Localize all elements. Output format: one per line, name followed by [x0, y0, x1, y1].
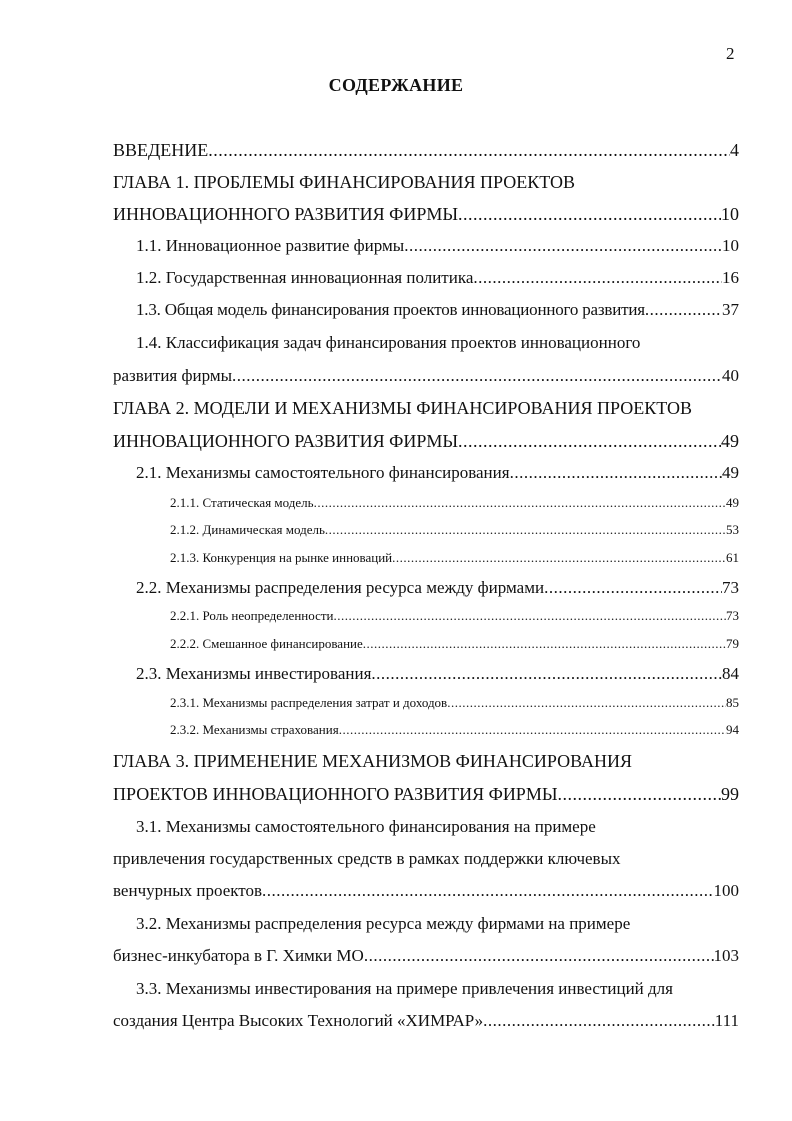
toc-entry-text: 2.2.2. Смешанное финансирование	[170, 636, 363, 651]
toc-entry-text: ГЛАВА 2. МОДЕЛИ И МЕХАНИЗМЫ ФИНАНСИРОВАНИЯ ПРОЕКТОВ	[113, 398, 693, 418]
toc-page-number: 49	[726, 495, 739, 510]
toc-section-3-2[interactable]	[113, 946, 739, 966]
toc-section-2-3[interactable]	[136, 664, 739, 684]
toc-entry-text: венчурных проектов	[113, 881, 263, 900]
toc-entry-text: 2.1.3. Конкуренция на рынке инноваций	[170, 550, 393, 565]
toc-chapter-3-line1[interactable]	[113, 751, 632, 772]
toc-leader-dots	[208, 140, 730, 161]
toc-subsection-2-3-2[interactable]	[170, 722, 739, 738]
toc-entry-intro[interactable]	[113, 140, 739, 161]
toc-entry-text: 2.2. Механизмы распределения ресурса между фирмами	[136, 578, 545, 597]
toc-entry-text: 3.3. Механизмы инвестирования на примере привлечения инвестиций для	[136, 979, 673, 998]
toc-entry-text: ПРОЕКТОВ ИННОВАЦИОННОГО РАЗВИТИЯ ФИРМЫ	[113, 784, 558, 804]
toc-page-number: 4	[730, 140, 739, 160]
toc-entry-text: 1.4. Классификация задач финансирования проектов инновационного	[136, 333, 641, 352]
toc-page-number: 10	[721, 204, 739, 224]
toc-page-number: 16	[722, 268, 739, 287]
toc-page-number: 84	[722, 664, 739, 683]
toc-page-number: 79	[726, 636, 739, 651]
toc-page-number: 94	[726, 722, 739, 737]
toc-chapter-1[interactable]	[113, 204, 739, 225]
toc-page-number: 85	[726, 695, 739, 710]
toc-chapter-3[interactable]	[113, 784, 739, 805]
toc-entry-text: 3.1. Механизмы самостоятельного финансирования на примере	[136, 817, 596, 836]
toc-section-3-3-line1[interactable]	[136, 979, 673, 999]
toc-entry-text: создания Центра Высоких Технологий «ХИМРАР»	[113, 1011, 484, 1030]
toc-leader-dots	[544, 578, 722, 598]
toc-entry-text: 2.1.2. Динамическая модель	[170, 522, 325, 537]
toc-leader-dots	[339, 722, 726, 738]
toc-entry-text: бизнес-инкубатора в Г. Химки МО	[113, 946, 364, 965]
toc-leader-dots	[232, 366, 722, 386]
toc-entry-text: 2.3.1. Механизмы распределения затрат и доходов	[170, 695, 448, 710]
toc-section-2-1[interactable]	[136, 463, 739, 483]
toc-page-number: 103	[713, 946, 739, 965]
toc-page-number: 53	[726, 522, 739, 537]
toc-leader-dots	[314, 495, 726, 511]
toc-subsection-2-1-3[interactable]	[170, 550, 739, 566]
toc-leader-dots	[404, 236, 722, 256]
toc-section-1-4[interactable]	[113, 366, 739, 386]
toc-section-1-3[interactable]	[136, 300, 739, 320]
toc-entry-text: ГЛАВА 1. ПРОБЛЕМЫ ФИНАНСИРОВАНИЯ ПРОЕКТОВ	[113, 172, 575, 192]
toc-page-number: 40	[722, 366, 739, 385]
toc-leader-dots	[510, 463, 722, 483]
toc-entry-text: ИННОВАЦИОННОГО РАЗВИТИЯ ФИРМЫ	[113, 431, 459, 451]
toc-entry-text: 3.2. Механизмы распределения ресурса между фирмами на примере	[136, 914, 631, 933]
toc-leader-dots	[262, 881, 713, 901]
toc-page-number: 73	[722, 578, 739, 597]
toc-entry-text: ИННОВАЦИОННОГО РАЗВИТИЯ ФИРМЫ	[113, 204, 459, 224]
toc-entry-text: 2.1. Механизмы самостоятельного финансирования	[136, 463, 510, 482]
toc-leader-dots	[458, 204, 721, 225]
toc-entry-text: 2.3. Механизмы инвестирования	[136, 664, 372, 683]
toc-chapter-2-line1[interactable]	[113, 398, 692, 419]
toc-page-number: 99	[721, 784, 739, 804]
toc-page-number: 37	[722, 300, 739, 319]
toc-section-1-2[interactable]	[136, 268, 739, 288]
toc-subsection-2-3-1[interactable]	[170, 695, 739, 711]
toc-subsection-2-2-2[interactable]	[170, 636, 739, 652]
toc-section-1-1[interactable]	[136, 236, 739, 256]
toc-subsection-2-1-1[interactable]	[170, 495, 739, 511]
toc-leader-dots	[473, 268, 722, 288]
toc-section-3-3[interactable]	[113, 1011, 739, 1031]
toc-page-number: 100	[713, 881, 739, 900]
toc-leader-dots	[447, 695, 726, 711]
toc-chapter-1-line1[interactable]	[113, 172, 575, 193]
toc-subsection-2-2-1[interactable]	[170, 608, 739, 624]
page-title: СОДЕРЖАНИЕ	[328, 75, 464, 95]
toc-entry-text: ГЛАВА 3. ПРИМЕНЕНИЕ МЕХАНИЗМОВ ФИНАНСИРОВАНИЯ	[113, 751, 632, 771]
toc-leader-dots	[363, 636, 726, 652]
toc-leader-dots	[483, 1011, 715, 1031]
toc-entry-text: ВВЕДЕНИЕ	[113, 140, 209, 160]
toc-leader-dots	[364, 946, 714, 966]
toc-leader-dots	[645, 300, 722, 320]
toc-leader-dots	[371, 664, 722, 684]
page-number: 2	[726, 44, 735, 63]
toc-leader-dots	[392, 550, 726, 566]
toc-leader-dots	[558, 784, 721, 805]
toc-entry-text: развития фирмы	[113, 366, 233, 385]
toc-entry-text: 1.3. Общая модель финансирования проектов инновационного развития	[136, 300, 645, 319]
toc-entry-text: 2.3.2. Механизмы страхования	[170, 722, 339, 737]
toc-page-number: 111	[714, 1011, 739, 1030]
toc-page-number: 49	[722, 463, 739, 482]
toc-entry-text: 2.1.1. Статическая модель	[170, 495, 314, 510]
toc-section-1-4-line1[interactable]	[136, 333, 640, 353]
toc-section-3-1-line2[interactable]	[113, 849, 621, 869]
toc-subsection-2-1-2[interactable]	[170, 522, 739, 538]
toc-section-3-1[interactable]	[113, 881, 739, 901]
toc-section-3-1-line1[interactable]	[136, 817, 596, 837]
toc-chapter-2[interactable]	[113, 431, 739, 452]
toc-entry-text: привлечения государственных средств в рамках поддержки ключевых	[113, 849, 621, 868]
toc-section-3-2-line1[interactable]	[136, 914, 630, 934]
toc-entry-text: 2.2.1. Роль неопределенности	[170, 608, 334, 623]
toc-entry-text: 1.1. Инновационное развитие фирмы	[136, 236, 405, 255]
toc-section-2-2[interactable]	[136, 578, 739, 598]
toc-page-number: 49	[721, 431, 739, 451]
toc-page-number: 61	[726, 550, 739, 565]
toc-entry-text: 1.2. Государственная инновационная политика	[136, 268, 474, 287]
toc-leader-dots	[333, 608, 726, 624]
toc-page-number: 10	[722, 236, 739, 255]
toc-page-number: 73	[726, 608, 739, 623]
toc-leader-dots	[325, 522, 726, 538]
toc-leader-dots	[458, 431, 721, 452]
